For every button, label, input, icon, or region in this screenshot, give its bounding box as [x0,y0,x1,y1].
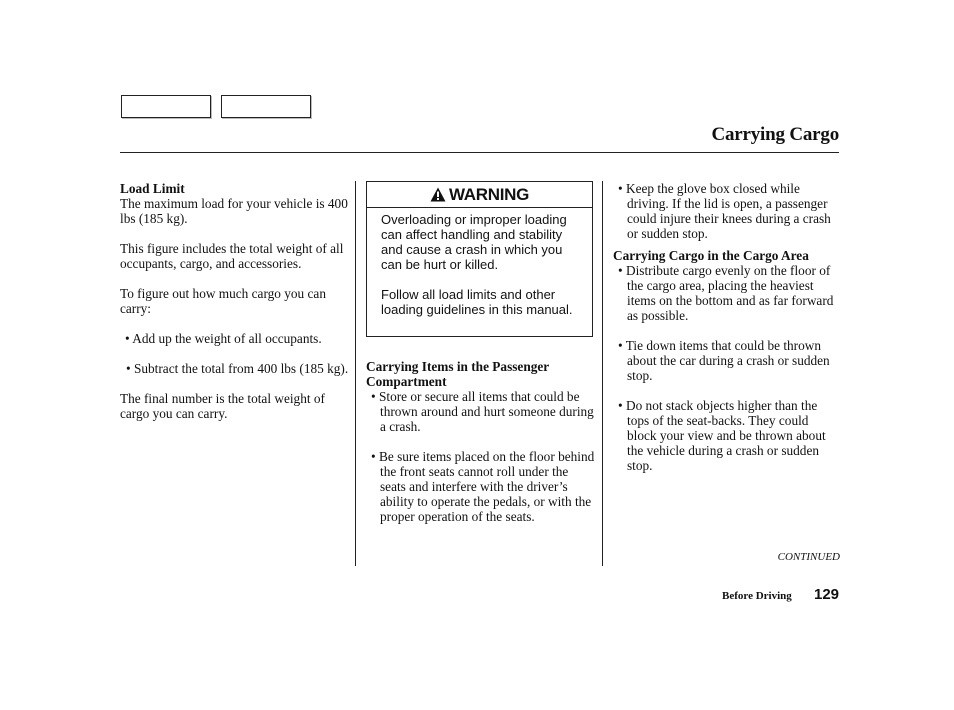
page-title: Carrying Cargo [711,124,839,145]
bullet-item: • Distribute cargo evenly on the floor of the cargo area, placing the heaviest items on the bottom and as far forward as possible. [618,263,834,323]
warning-text: Overloading or improper loading can affect handling and stability and cause a crash in which you can be hurt or killed. [381,212,567,272]
bullet-item: • Tie down items that could be thrown about the car during a crash or sudden stop. [618,338,830,383]
cargo-column [613,181,841,473]
nav-button-previous[interactable] [121,95,211,118]
bullet-item: • Do not stack objects higher than the tops of the seat-backs. They could block your view and be thrown about the vehicle during a crash or sudden stop. [618,398,826,473]
passenger-column [366,359,596,524]
bullet-item: • Subtract the total from 400 lbs (185 kg). [126,361,349,376]
passenger-heading: Carrying Items in the Passenger Compartment [366,359,549,389]
load-limit-heading: Load Limit [120,181,185,196]
warning-text: Follow all load limits and other loading guidelines in this manual. [381,287,573,317]
cargo-area-heading: Carrying Cargo in the Cargo Area [613,248,809,263]
paragraph: To figure out how much cargo you can carry: [120,286,326,316]
paragraph: This figure includes the total weight of all occupants, cargo, and accessories. [120,241,344,271]
continued-label: CONTINUED [777,551,840,563]
title-divider [120,152,839,153]
warning-label: WARNING [448,184,530,204]
bullet-item: • Store or secure all items that could be thrown around and hurt someone during a crash. [371,389,594,434]
column-divider [355,181,356,566]
bullet-item: • Keep the glove box closed while driving. If the lid is open, a passenger could injure their knees during a crash or sudden stop. [618,181,831,241]
warning-triangle-icon [430,187,446,202]
column-divider [602,181,603,566]
nav-button-next[interactable] [221,95,311,118]
section-name: Before Driving [722,590,792,602]
warning-header [367,182,592,208]
page-number: 129 [814,586,840,603]
warning-box [366,181,593,337]
bullet-item: • Be sure items placed on the floor behind the front seats cannot roll under the seats and interfere with the driver’s ability to operate the pedals, or with the proper operation of the seats. [371,449,595,524]
paragraph: The maximum load for your vehicle is 400 lbs (185 kg). [120,196,348,226]
load-limit-column [120,181,350,421]
bullet-item: • Add up the weight of all occupants. [125,331,322,346]
paragraph: The final number is the total weight of cargo you can carry. [120,391,325,421]
